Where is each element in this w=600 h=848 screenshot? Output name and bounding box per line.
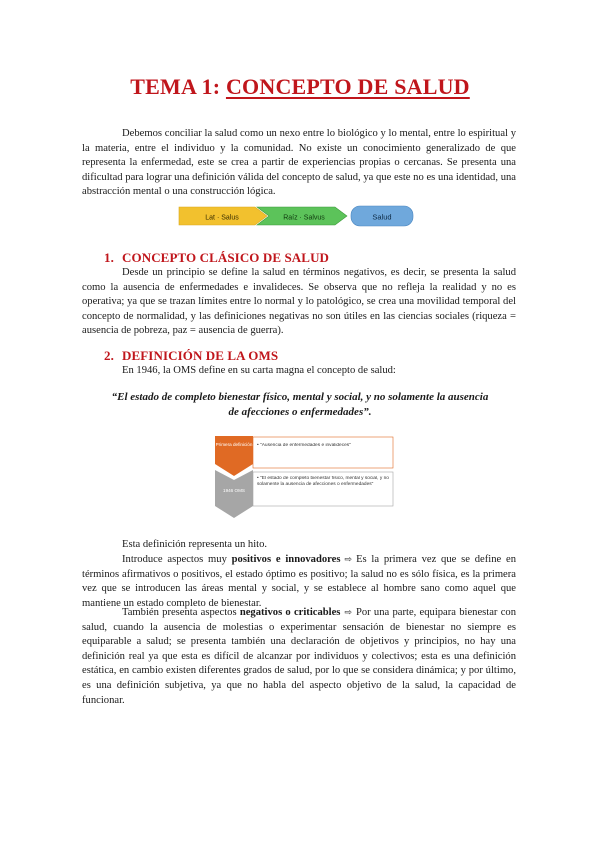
- p3-start: También presenta aspectos: [122, 607, 240, 618]
- box-bottom-text-content: "El estado de completo bienestar físico, mental y social, y no solamente la ausencia de afecciones o enfermedades": [257, 476, 389, 487]
- box-bottom-bullet: •: [257, 476, 261, 481]
- etymology-flow-diagram: [177, 203, 417, 229]
- section2-title: DEFINICIÓN DE LA OMS: [122, 348, 279, 363]
- box-top-bullet: •: [257, 443, 261, 448]
- page-title: [0, 74, 600, 100]
- p2-start: Introduce aspectos muy: [122, 554, 232, 565]
- section1-heading: [104, 250, 329, 266]
- title-main: CONCEPTO DE SALUD: [225, 74, 470, 99]
- p3-end: Por una parte, equipara bienestar con salud, cuando la ausencia de molestias o experimentar sensación de bienestar no siempre es equiparable a salud; se presenta también una declaración de objetivos y principios, no hay una definición real ya que esta es difícil de alcanzar por individuos y colectivos; esta es una definición estática, en cambio existen diferentes grados de salud, por lo que se considera dinámica; y por último, es una definición subjetiva, ya que no habla del aspecto objetivo de la salud, la capacidad de funcionar.: [82, 607, 516, 706]
- box-top-text-content: "Ausencia de enfermedades e invalideces": [260, 443, 351, 448]
- definition-chevron-diagram: [215, 436, 395, 520]
- section2-heading: [104, 348, 278, 364]
- chevron-bottom-label: 1946 OMS: [223, 488, 245, 493]
- p3-bold: negativos o criticables: [239, 607, 341, 618]
- title-prefix: TEMA 1:: [130, 74, 226, 99]
- chevron-top-label: Primera definición: [215, 442, 253, 447]
- oms-quote: “El estado de completo bienestar físico, mental y social, y no solamente la ausencia de afecciones o enfermedades”.: [111, 391, 489, 418]
- section2-p3: [82, 605, 516, 708]
- section2-p1: Esta definición representa un hito.: [122, 539, 268, 550]
- box-top-text: [257, 443, 391, 449]
- right-arrow-icon: ⇨: [344, 554, 353, 564]
- section2-p2: [82, 552, 516, 611]
- section1-title: CONCEPTO CLÁSICO DE SALUD: [122, 250, 330, 265]
- flow-step2-label: Raíz · Salvus: [283, 214, 325, 222]
- section1-body: Desde un principio se define la salud en términos negativos, es decir, se presenta la salud como la ausencia de enfermedades e invalideces. Se observa que no refleja la realidad y no es operativa; ya que se trazan límites entre lo normal y lo patológico, se crea una movilidad temporal del concepto de normalidad, y las definiciones negativas no son útiles en las ciencias sociales (riqueza = ausencia de pobreza, paz = ausencia de guerra).: [82, 267, 516, 337]
- flow-step3-label: Salud: [372, 212, 392, 222]
- section2-lead: En 1946, la OMS define en su carta magna el concepto de salud:: [122, 365, 396, 376]
- section1-number: 1.: [104, 250, 114, 265]
- p2-end: Es la primera vez que se define en términos afirmativos o positivos, el estado óptimo es positivo; la salud no es sólo física, es la primera vez que se introducen las áreas mental y social, y se establece al hombre sano como aquel que mantiene un estado completo de bienestar.: [82, 554, 516, 609]
- p2-bold: positivos e innovadores: [231, 554, 341, 565]
- section2-number: 2.: [104, 348, 114, 363]
- intro-paragraph: Debemos conciliar la salud como un nexo entre lo biológico y lo mental, entre lo espiritual y la materia, entre el individuo y la comunidad. No existe un conocimiento generalizado de que representa la enfermedad, este se crea a partir de experiencias propias o cercanas. Se presenta una dificultad para lograr una definición válida del concepto de salud, ya que este no es una identidad, una abstracción mental o una construcción lógica.: [82, 128, 516, 198]
- flow-step1-label: Lat · Salus: [205, 214, 239, 222]
- box-bottom-text: [257, 476, 391, 488]
- right-arrow-icon: ⇨: [344, 607, 352, 617]
